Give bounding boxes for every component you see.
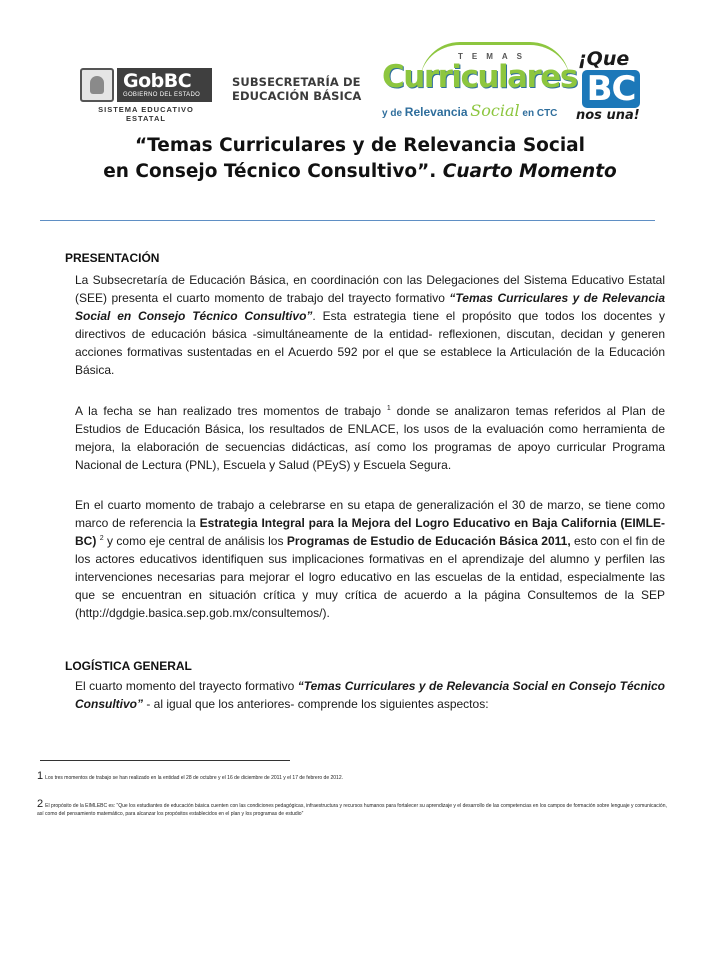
title-divider xyxy=(40,220,655,221)
paragraph-3 xyxy=(75,496,665,622)
logo-relevancia: Relevancia xyxy=(404,105,468,119)
footnote-1 xyxy=(37,772,667,782)
p1-c: . Esta estrategia tiene el propósito que todos los docentes y directivos de educación básica -simultáneamente de la entidad- reflexionen, discutan, decidan y generen acciones formativas sustentadas en el Acuerdo 592 por el que se establece la Articulación de la Educación Básica. xyxy=(75,309,666,377)
logo-social: Social xyxy=(470,101,520,120)
p4-a: El cuarto momento del trayecto formativo xyxy=(75,679,298,693)
footnote-1-text: Los tres momentos de trabajo se han realizado en la entidad el 28 de octubre y el 16 de diciembre de 2011 y el 17 de febrero de 2012. xyxy=(45,775,344,781)
p4-b: “Temas Curriculares y de Relevancia Social en Consejo Técnico Consultivo” xyxy=(75,679,665,711)
p2-b: donde se analizaron temas referidos al Plan de Estudios de Educación Básica, los resultados de ENLACE, los usos de la evaluación como herramienta de mejora, la elaboración de secuencias didácticas, así como los programas de apoyo curricular Programa Nacional de Lectura (PNL), Escuela y Salud (PEyS) y Escuela Segura. xyxy=(75,404,665,472)
gobbc-name: GobBC xyxy=(123,70,192,92)
logo-temas: TEMAS xyxy=(458,52,531,61)
subsecretaria-logo xyxy=(232,75,372,103)
paragraph-2 xyxy=(75,402,665,474)
gobbc-sub: GOBIERNO DEL ESTADO xyxy=(123,92,201,98)
temas-curriculares-logo xyxy=(380,40,577,126)
p3-d: Programas de Estudio de Educación Básica 2011, xyxy=(286,534,571,548)
footnote-ref-1: 1 xyxy=(386,405,391,412)
title-line2-a: en Consejo Técnico Consultivo”. xyxy=(103,161,443,182)
footnote-1-num: 1 xyxy=(37,770,44,782)
logo-y-de: y de xyxy=(382,108,403,119)
p3-b: Estrategia Integral para la Mejora del Logro Educativo en Baja California (EIMLE-BC) xyxy=(75,516,665,548)
footnote-2-num: 2 xyxy=(37,798,44,810)
paragraph-4 xyxy=(75,677,665,713)
heading-presentacion: PRESENTACIÓN xyxy=(65,251,160,265)
header-logos xyxy=(0,40,720,130)
p3-c: y como eje central de análisis los xyxy=(103,534,287,548)
quebc-que: ¡Que xyxy=(578,48,630,70)
gobbc-box xyxy=(117,68,212,102)
title-line1: “Temas Curriculares y de Relevancia Social xyxy=(134,135,586,156)
quebc-logo xyxy=(574,48,646,128)
subsecretaria-line2: EDUCACIÓN BÁSICA xyxy=(232,89,362,103)
logo-en-ctc: en CTC xyxy=(522,108,558,119)
gobbc-system: SISTEMA EDUCATIVO ESTATAL xyxy=(98,105,194,123)
p1-b: “Temas Curriculares y de Relevancia Social en Consejo Técnico Consultivo” xyxy=(75,291,666,323)
title-line2 xyxy=(60,159,660,185)
footnote-2-text: El propósito de la EIMLEBC es: “Que los estudiantes de educación básica cuenten con las condiciones pedagógicas, infraestructura y recursos humanos para fortalecer su aprendizaje y el desarrollo de las competencias en los campos de formación sobre lenguaje y comunicación, así como del pensamiento matemático, para alcanzar los propósitos establecidos en el plan y los programas de estudio” xyxy=(37,803,667,817)
quebc-nos: nos una! xyxy=(576,108,640,123)
title-line2-b: Cuarto Momento xyxy=(442,161,617,182)
state-seal-icon xyxy=(80,68,114,102)
p2-a: A la fecha se han realizado tres momentos de trabajo xyxy=(75,404,387,418)
document-title xyxy=(60,133,660,185)
logo-curriculares: Curriculares xyxy=(382,59,577,95)
footnote-2 xyxy=(37,800,667,818)
p3-e: esto con el fin de los actores educativos identifiquen sus implicaciones formativas en el aprendizaje del alumno y perfilen las intervenciones necesarias para mejorar el logro educativo en las escuelas de la entidad, especialmente las que se encuentran en situación crítica y muy crítica de acuerdo a la página Consultemos de la SEP (http://dgdgie.basica.sep.gob.mx/consultemos/). xyxy=(75,534,666,620)
footnote-divider xyxy=(40,760,290,761)
p4-c: - al igual que los anteriores- comprende los siguientes aspectos: xyxy=(143,697,489,711)
quebc-bc: BC xyxy=(582,70,640,108)
p1-a: La Subsecretaría de Educación Básica, en coordinación con las Delegaciones del Sistema Educativo Estatal (SEE) presenta el cuarto momento de trabajo del trayecto formativo xyxy=(75,273,665,305)
footnote-ref-2: 2 xyxy=(99,535,104,542)
heading-logistica: LOGÍSTICA GENERAL xyxy=(65,659,192,673)
p3-a: En el cuarto momento de trabajo a celebrarse en su etapa de generalización el 30 de marzo, se tiene como marco de referencia la xyxy=(75,498,665,530)
gobbc-logo xyxy=(80,68,212,123)
paragraph-1 xyxy=(75,271,665,379)
subsecretaria-line1: SUBSECRETARÍA DE xyxy=(232,75,361,89)
logo-line2 xyxy=(382,101,557,120)
